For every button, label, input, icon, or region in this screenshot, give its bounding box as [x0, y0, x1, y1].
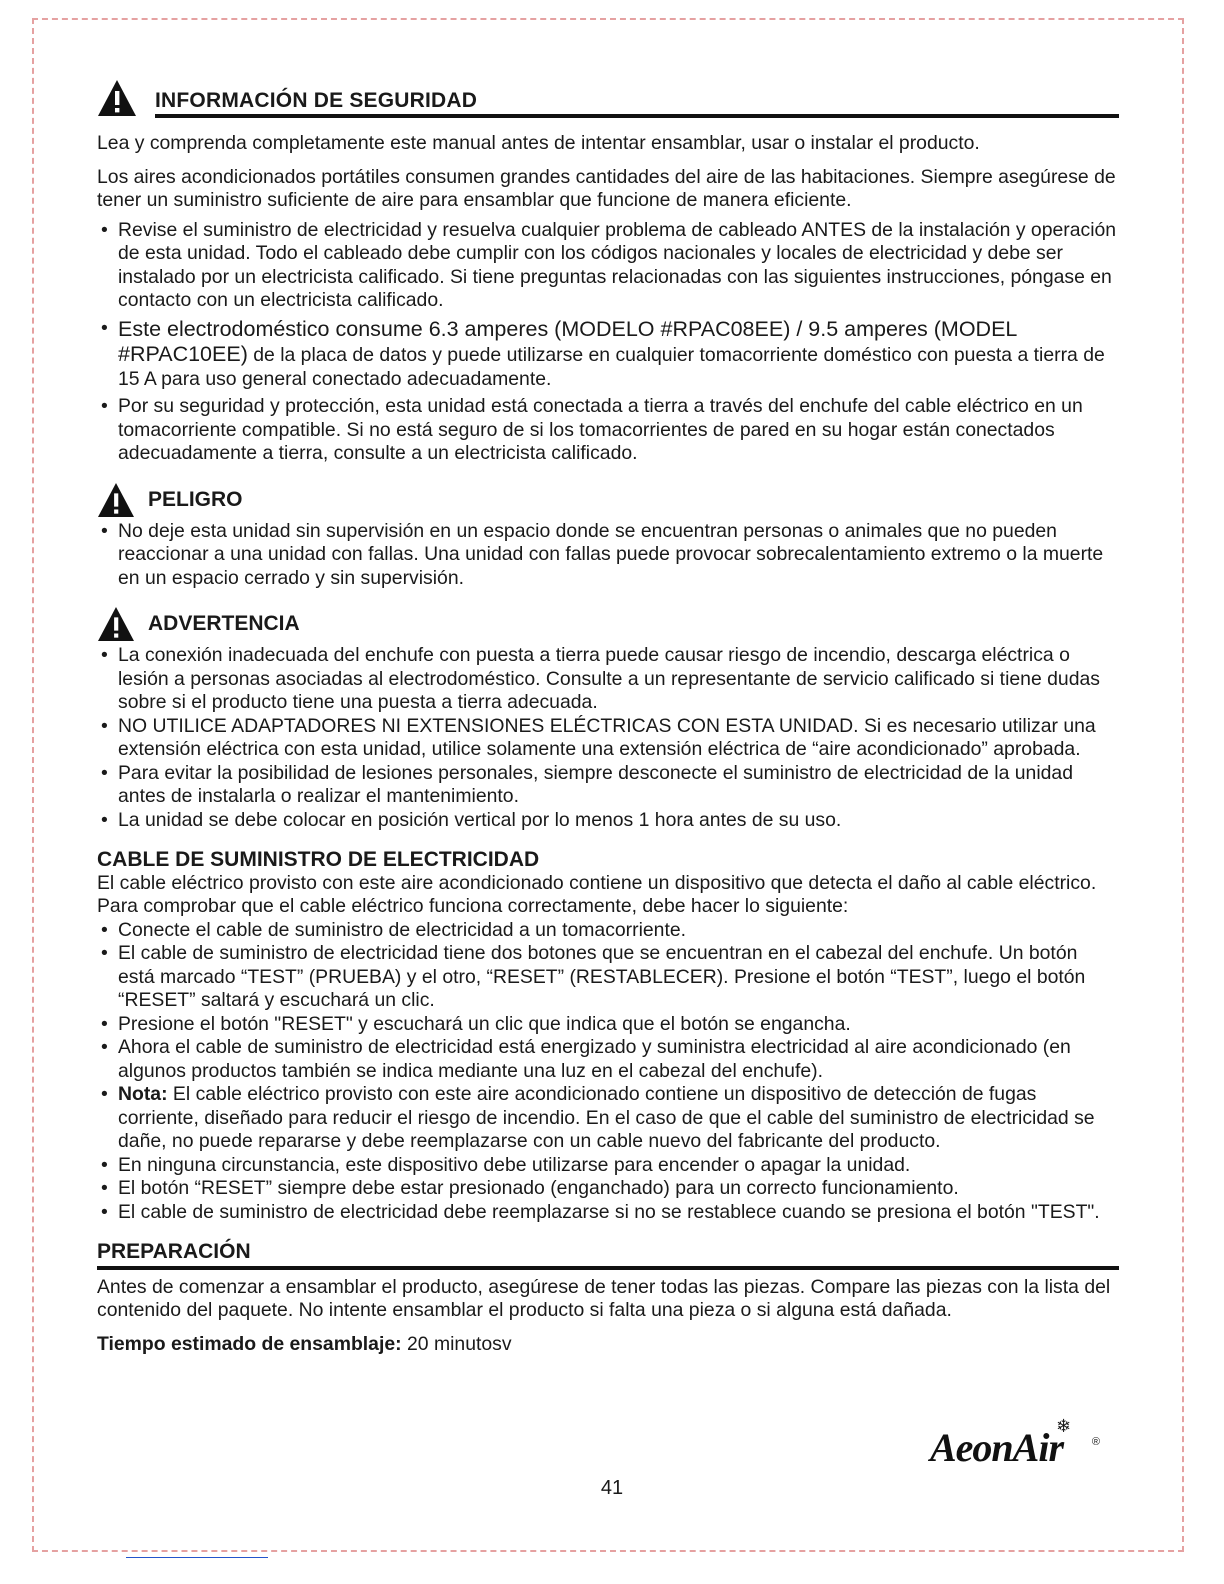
list-item: • NO UTILICE ADAPTADORES NI EXTENSIONES ELÉCTRICAS CON ESTA UNIDAD. Si es necesario utilizar una extensión eléctrica con esta unidad, utilice solamente una extensión eléctrica de “aire acondicionado” aprobada. [97, 715, 1119, 762]
list-item: • La unidad se debe colocar en posición vertical por lo menos 1 hora antes de su uso. [97, 809, 1119, 833]
list-item: • La conexión inadecuada del enchufe con puesta a tierra puede causar riesgo de incendio, descarga eléctrica o lesión a personas asociadas al electrodoméstico. Consulte a un representante de servicio calificado si tiene dudas sobre si el producto tiene una puesta a tierra adecuada. [97, 644, 1119, 715]
safety-page [97, 78, 1119, 1356]
warning-triangle-icon [97, 482, 135, 518]
danger-header [97, 482, 1119, 518]
list-item [97, 1083, 1119, 1154]
intro-paragraph: Lea y comprenda completamente este manual antes de intentar ensamblar, usar o instalar el producto. [97, 132, 980, 154]
page-number: 41 [600, 1477, 624, 1499]
warning-title: ADVERTENCIA [148, 612, 300, 636]
note-label: Nota: [118, 1083, 168, 1105]
list-item: • El botón “RESET” siempre debe estar presionado (enganchado) para un correcto funcionamiento. [97, 1177, 1119, 1201]
brand-logo [930, 1416, 1100, 1474]
list-item: • Conecte el cable de suministro de electricidad a un tomacorriente. [97, 919, 1119, 943]
title-rule [155, 89, 1119, 119]
list-item: • El cable de suministro de electricidad debe reemplazarse si no se restablece cuando se presiona el botón "TEST". [97, 1201, 1119, 1225]
assembly-time [97, 1333, 1119, 1357]
warning-header [97, 606, 1119, 642]
preparation-title: PREPARACIÓN [97, 1240, 251, 1263]
list-item: • Por su seguridad y protección, esta unidad está conectada a tierra a través del enchufe del cable eléctrico en un tomacorriente compatible. Si no está seguro de si los tomacorrientes de pared en su hogar están conectados adecuadamente a tierra, consulte a un electricista calificado. [97, 395, 1119, 466]
list-item [97, 317, 1119, 392]
warning-triangle-icon [97, 606, 135, 642]
list-item: • Revise el suministro de electricidad y resuelva cualquier problema de cableado ANTES de la instalación y operación de esta unidad. Todo el cableado debe cumplir con los códigos nacionales y locales de electricidad y debe ser instalado por un electricista calificado. Si tiene preguntas relacionadas con las siguientes instrucciones, póngase en contacto con un electricista calificado. [97, 219, 1119, 313]
danger-title: PELIGRO [148, 487, 243, 511]
assembly-time-value: 20 minutosv [401, 1332, 512, 1355]
cable-intro: El cable eléctrico provisto con este aire acondicionado contiene un dispositivo que detecta el daño al cable eléctrico. Para comprobar que el cable eléctrico funciona correctamente, debe hacer lo siguiente: [97, 871, 1097, 917]
warning-list [97, 644, 1119, 832]
registered-mark: ® [1091, 1436, 1100, 1448]
warning-triangle-icon [97, 78, 137, 118]
section-header [97, 78, 1119, 118]
list-item: • En ninguna circunstancia, este dispositivo debe utilizarse para encender o apagar la unidad. [97, 1154, 1119, 1178]
list-item: • Para evitar la posibilidad de lesiones personales, siempre desconecte el suministro de electricidad de la unidad antes de instalarla o realizar el mantenimiento. [97, 762, 1119, 809]
cable-section-title: CABLE DE SUMINISTRO DE ELECTRICIDAD [97, 848, 540, 871]
amperage-text: Este electrodoméstico consume 6.3 amperes (MODELO #RPAC08EE) / 9.5 amperes (MODEL #RPAC10EE) [118, 316, 1017, 366]
list-item: • Presione el botón "RESET" y escuchará un clic que indica que el botón se engancha. [97, 1013, 1119, 1037]
list-item: • El cable de suministro de electricidad tiene dos botones que se encuentran en el cabezal del enchufe. Un botón está marcado “TEST” (PRUEBA) y el otro, “RESET” (RESTABLECER). Presione el botón “TEST”, luego el botón “RESET” saltará y escuchará un clic. [97, 942, 1119, 1013]
danger-list [97, 520, 1119, 591]
cable-list [97, 919, 1119, 1225]
intro-paragraph: Los aires acondicionados portátiles consumen grandes cantidades del aire de las habitaciones. Siempre asegúrese de tener un suministro suficiente de aire para ensamblar que funcione de manera eficiente. [97, 165, 1116, 211]
list-item: • Ahora el cable de suministro de electricidad está energizado y suministra electricidad al aire acondicionado (en algunos productos también se indica mediante una luz en el cabezal del enchufe). [97, 1036, 1119, 1083]
note-text: El cable eléctrico provisto con este aire acondicionado contiene un dispositivo de detección de fugas corriente, diseñado para reducir el riesgo de incendio. En el caso de que el cable del suministro de electricidad se dañe, no puede repararse y debe reemplazarse con un cable nuevo del fabricante del producto. [118, 1083, 1095, 1152]
snowflake-icon: ❄ [1056, 1416, 1072, 1436]
footer-rule [126, 1557, 268, 1558]
logo-text: AeonAir [930, 1425, 1064, 1470]
page-title: INFORMACIÓN DE SEGURIDAD [155, 88, 478, 112]
list-item: • No deje esta unidad sin supervisión en un espacio donde se encuentran personas o animales que no pueden reaccionar a una unidad con fallas. Una unidad con fallas puede provocar sobrecalentamiento extremo o la muerte en un espacio cerrado y sin supervisión. [97, 520, 1119, 591]
assembly-time-label: Tiempo estimado de ensamblaje: [97, 1332, 402, 1355]
preparation-header [97, 1240, 1119, 1270]
amperage-detail: de la placa de datos y puede utilizarse en cualquier tomacorriente doméstico con puesta a tierra de 15 A para uso general conectado adecuadamente. [118, 344, 1105, 390]
preparation-text: Antes de comenzar a ensamblar el producto, asegúrese de tener todas las piezas. Compare las piezas con la lista del contenido del paquete. No intente ensamblar el producto si falta una pieza o si alguna está dañada. [97, 1275, 1111, 1321]
safety-list [97, 219, 1119, 466]
